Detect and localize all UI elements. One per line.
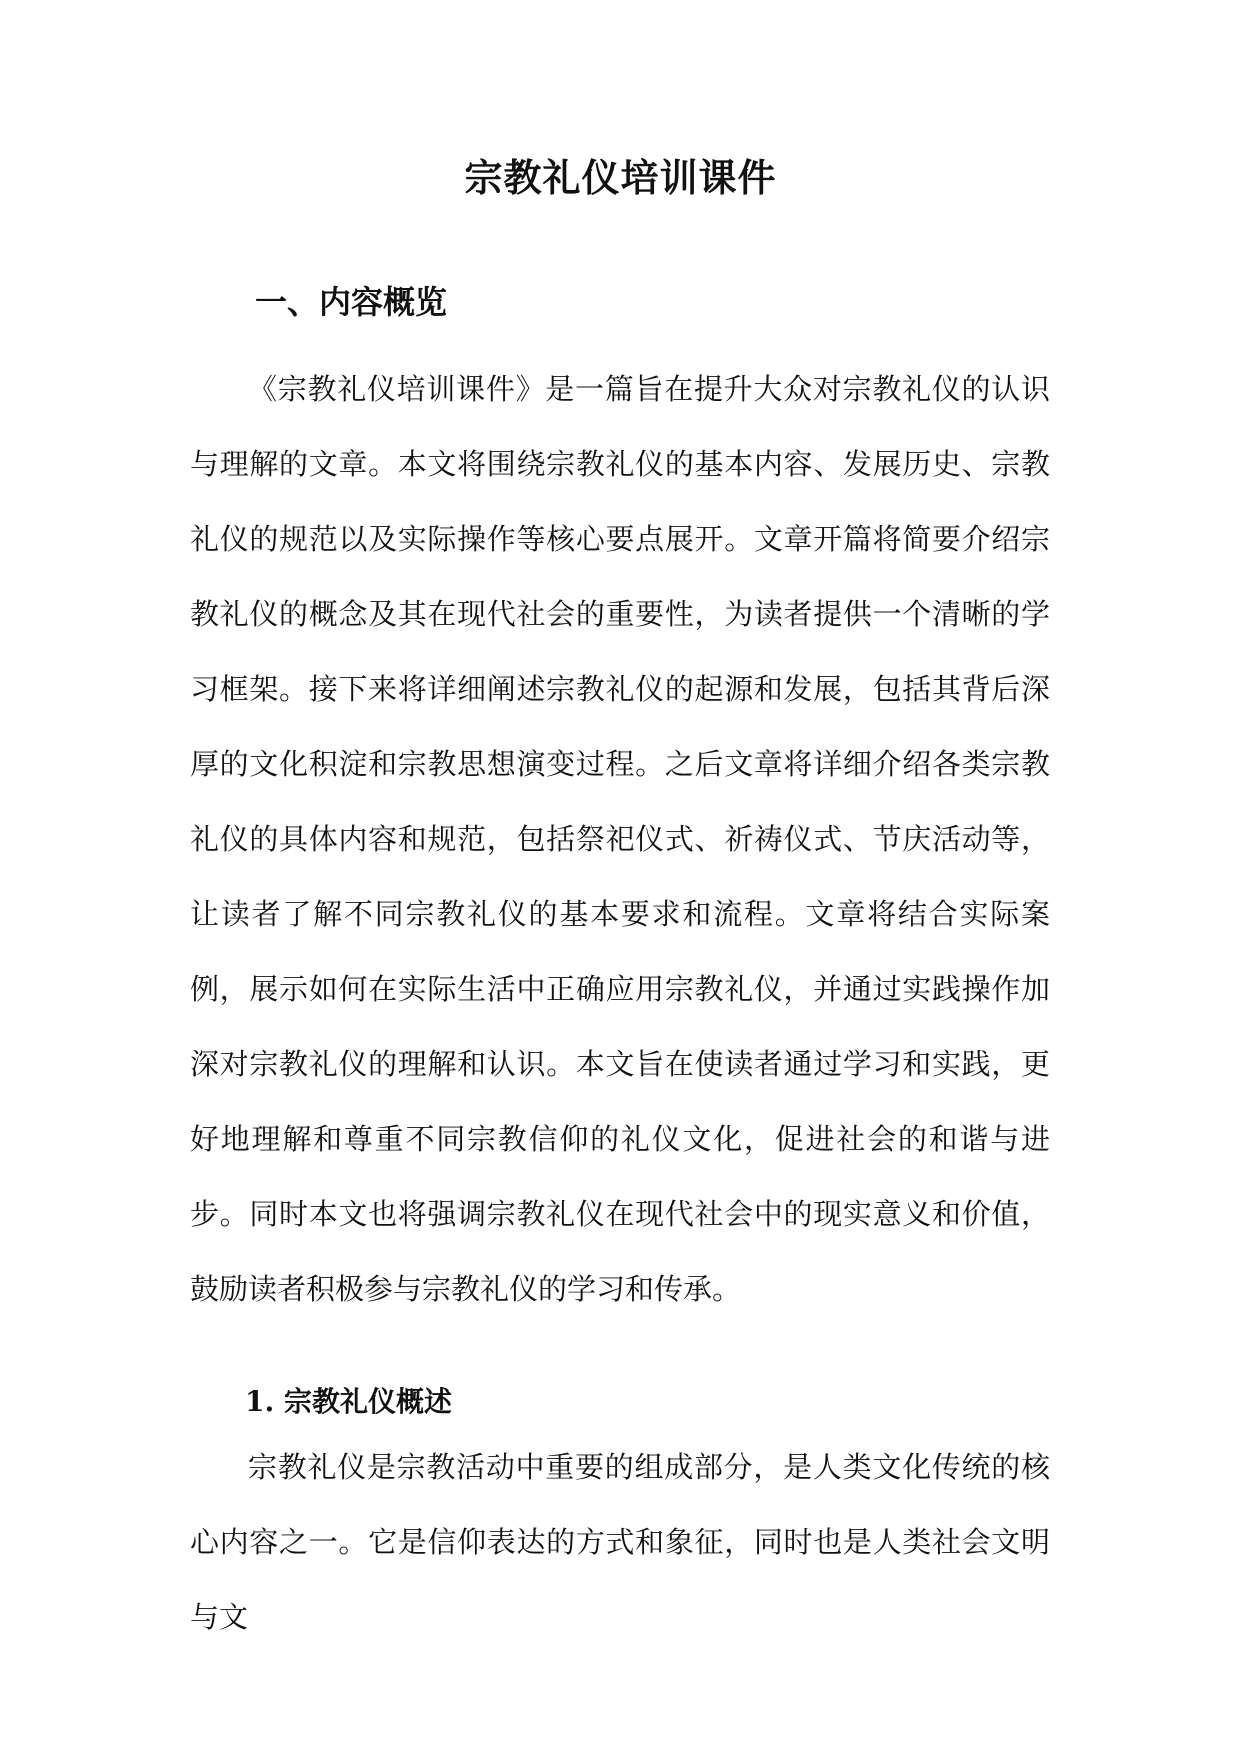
etiquette-overview-paragraph: 宗教礼仪是宗教活动中重要的组成部分，是人类文化传统的核心内容之一。它是信仰表达的方式和象征，同时也是人类社会文明与文 — [190, 1450, 1050, 1634]
overview-paragraph: 《宗教礼仪培训课件》是一篇旨在提升大众对宗教礼仪的认识与理解的文章。本文将围绕宗教礼仪的基本内容、发展历史、宗教礼仪的规范以及实际操作等核心要点展开。文章开篇将简要介绍宗教礼仪的概念及其在现代社会的重要性，为读者提供一个清晰的学习框架。接下来将详细阐述宗教礼仪的起源和发展，包括其背后深厚的文化积淀和宗教思想演变过程。之后文章将详细介绍各类宗教礼仪的具体内容和规范，包括祭祀仪式、祈祷仪式、节庆活动等，让读者了解不同宗教礼仪的基本要求和流程。文章将结合实际案例，展示如何在实际生活中正确应用宗教礼仪，并通过实践操作加深对宗教礼仪的理解和认识。本文旨在使读者通过学习和实践，更好地理解和尊重不同宗教信仰的礼仪文化，促进社会的和谐与进步。同时本文也将强调宗教礼仪在现代社会中的现实意义和价值，鼓励读者积极参与宗教礼仪的学习和传承。 — [190, 372, 1050, 1306]
document-title: 宗教礼仪培训课件 — [464, 155, 777, 200]
subsection-heading-religious-etiquette-overview: 1. 宗教礼仪概述 — [245, 1385, 452, 1418]
section-heading-overview: 一、内容概览 — [255, 283, 448, 321]
